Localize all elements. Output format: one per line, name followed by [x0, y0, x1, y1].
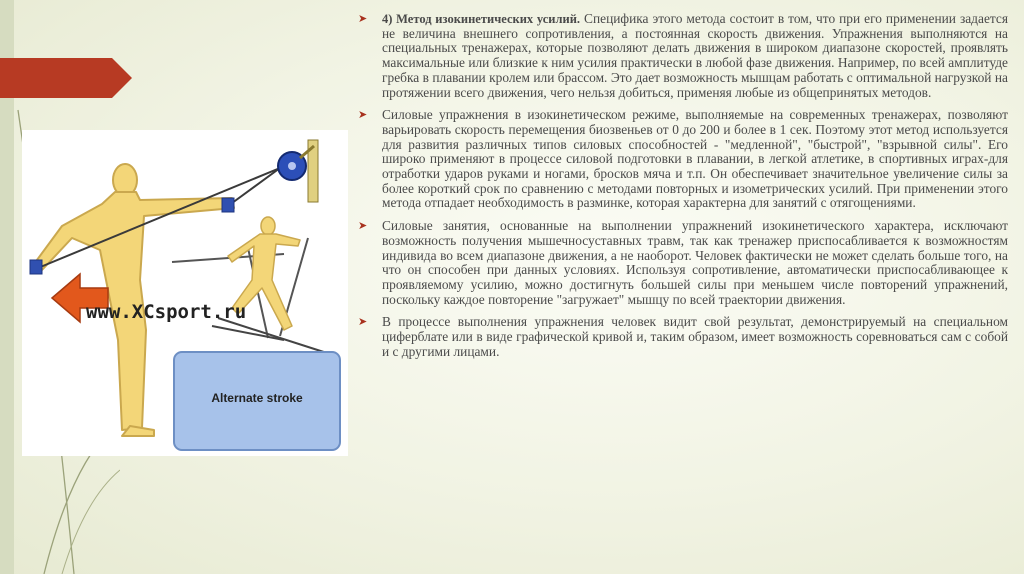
- bullet-text: В процессе выполнения упражнения человек видит свой результат, демонстрируемый на специальном циферблате или в виде графической кривой и, таким образом, имеет возможность соревноваться сам с собой и с другими лицами.: [382, 314, 1008, 359]
- bullet-isokinetic-method: [358, 12, 1008, 100]
- bullet-isokinetic-exercises: [358, 108, 1008, 211]
- bullet-injury-prevention: [358, 219, 1008, 307]
- bullet-marker-icon: ➤: [358, 316, 368, 329]
- slide-text-body: [358, 12, 1008, 367]
- bullet-lead: 4) Метод изокинетических усилий.: [382, 12, 581, 26]
- skier-illustration: [22, 130, 348, 456]
- red-arrow-accent: [0, 58, 132, 98]
- bullet-text: Силовые упражнения в изокинетическом режиме, выполняемые на современных тренажерах, позволяют варьировать скорость перемещения биозвеньев от 0 до 200 и более в 1 сек. Поэтому этот метод используется для развития различных типов силовых способностей - "медленной", "быстрой", "взрывной силы". Его широко применяют в процессе силовой подготовки в плавании, в легкой атлетике, в спортивных играх-для отработки ударов руками и ногами, бросков мяча и т.п. Он обеспечивает значительное увеличение силы за более короткий срок по сравнению с методами повторных и изометрических усилий. При применении этого метода отпадает необходимость в разминке, которая характерна для занятий с отягощениями.: [382, 107, 1008, 211]
- bullet-marker-icon: ➤: [358, 109, 368, 122]
- bullet-text: Специфика этого метода состоит в том, что при его применении задается не величина внешнего сопротивления, а постоянная скорость движения. Упражнения выполняются на специальных тренажерах, которые позволяют делать движения в широком диапазоне скоростей, проявлять максимальные или близкие к ним усилия практически в любой фазе движения. Например, по всей амплитуде гребка в плавании кролем или брассом. Это дает возможность мышцам работать с оптимальной нагрузкой на протяжении всего движения, чего нельзя добиться, применяя любые из общепринятых методов.: [382, 11, 1008, 100]
- figure-watermark: www.XCsport.ru: [86, 301, 247, 323]
- bullet-marker-icon: ➤: [358, 220, 368, 233]
- bullet-text: Силовые занятия, основанные на выполнении упражнений изокинетического характера, исключают возможность получения мышечносуставных травм, так как тренажер приспосабливается к возможностям индивида во всем диапазоне движения, а не наоборот. Человек фактически не может сделать больше того, на что он способен при данных условиях. Используя сопротивление, автоматически приспосабливающее к проявляемому усилию, можно достигнуть большей силы при меньшем числе повторений упражнений, поскольку каждое повторение "загружает" мышцу по всей траектории движения.: [382, 218, 1008, 307]
- skier-figure: [172, 217, 330, 354]
- bullet-marker-icon: ➤: [358, 13, 368, 25]
- bullet-feedback: [358, 315, 1008, 359]
- figure-caption: Alternate stroke: [211, 391, 303, 405]
- caption-box: [174, 352, 340, 450]
- pulley-machine: [278, 140, 318, 202]
